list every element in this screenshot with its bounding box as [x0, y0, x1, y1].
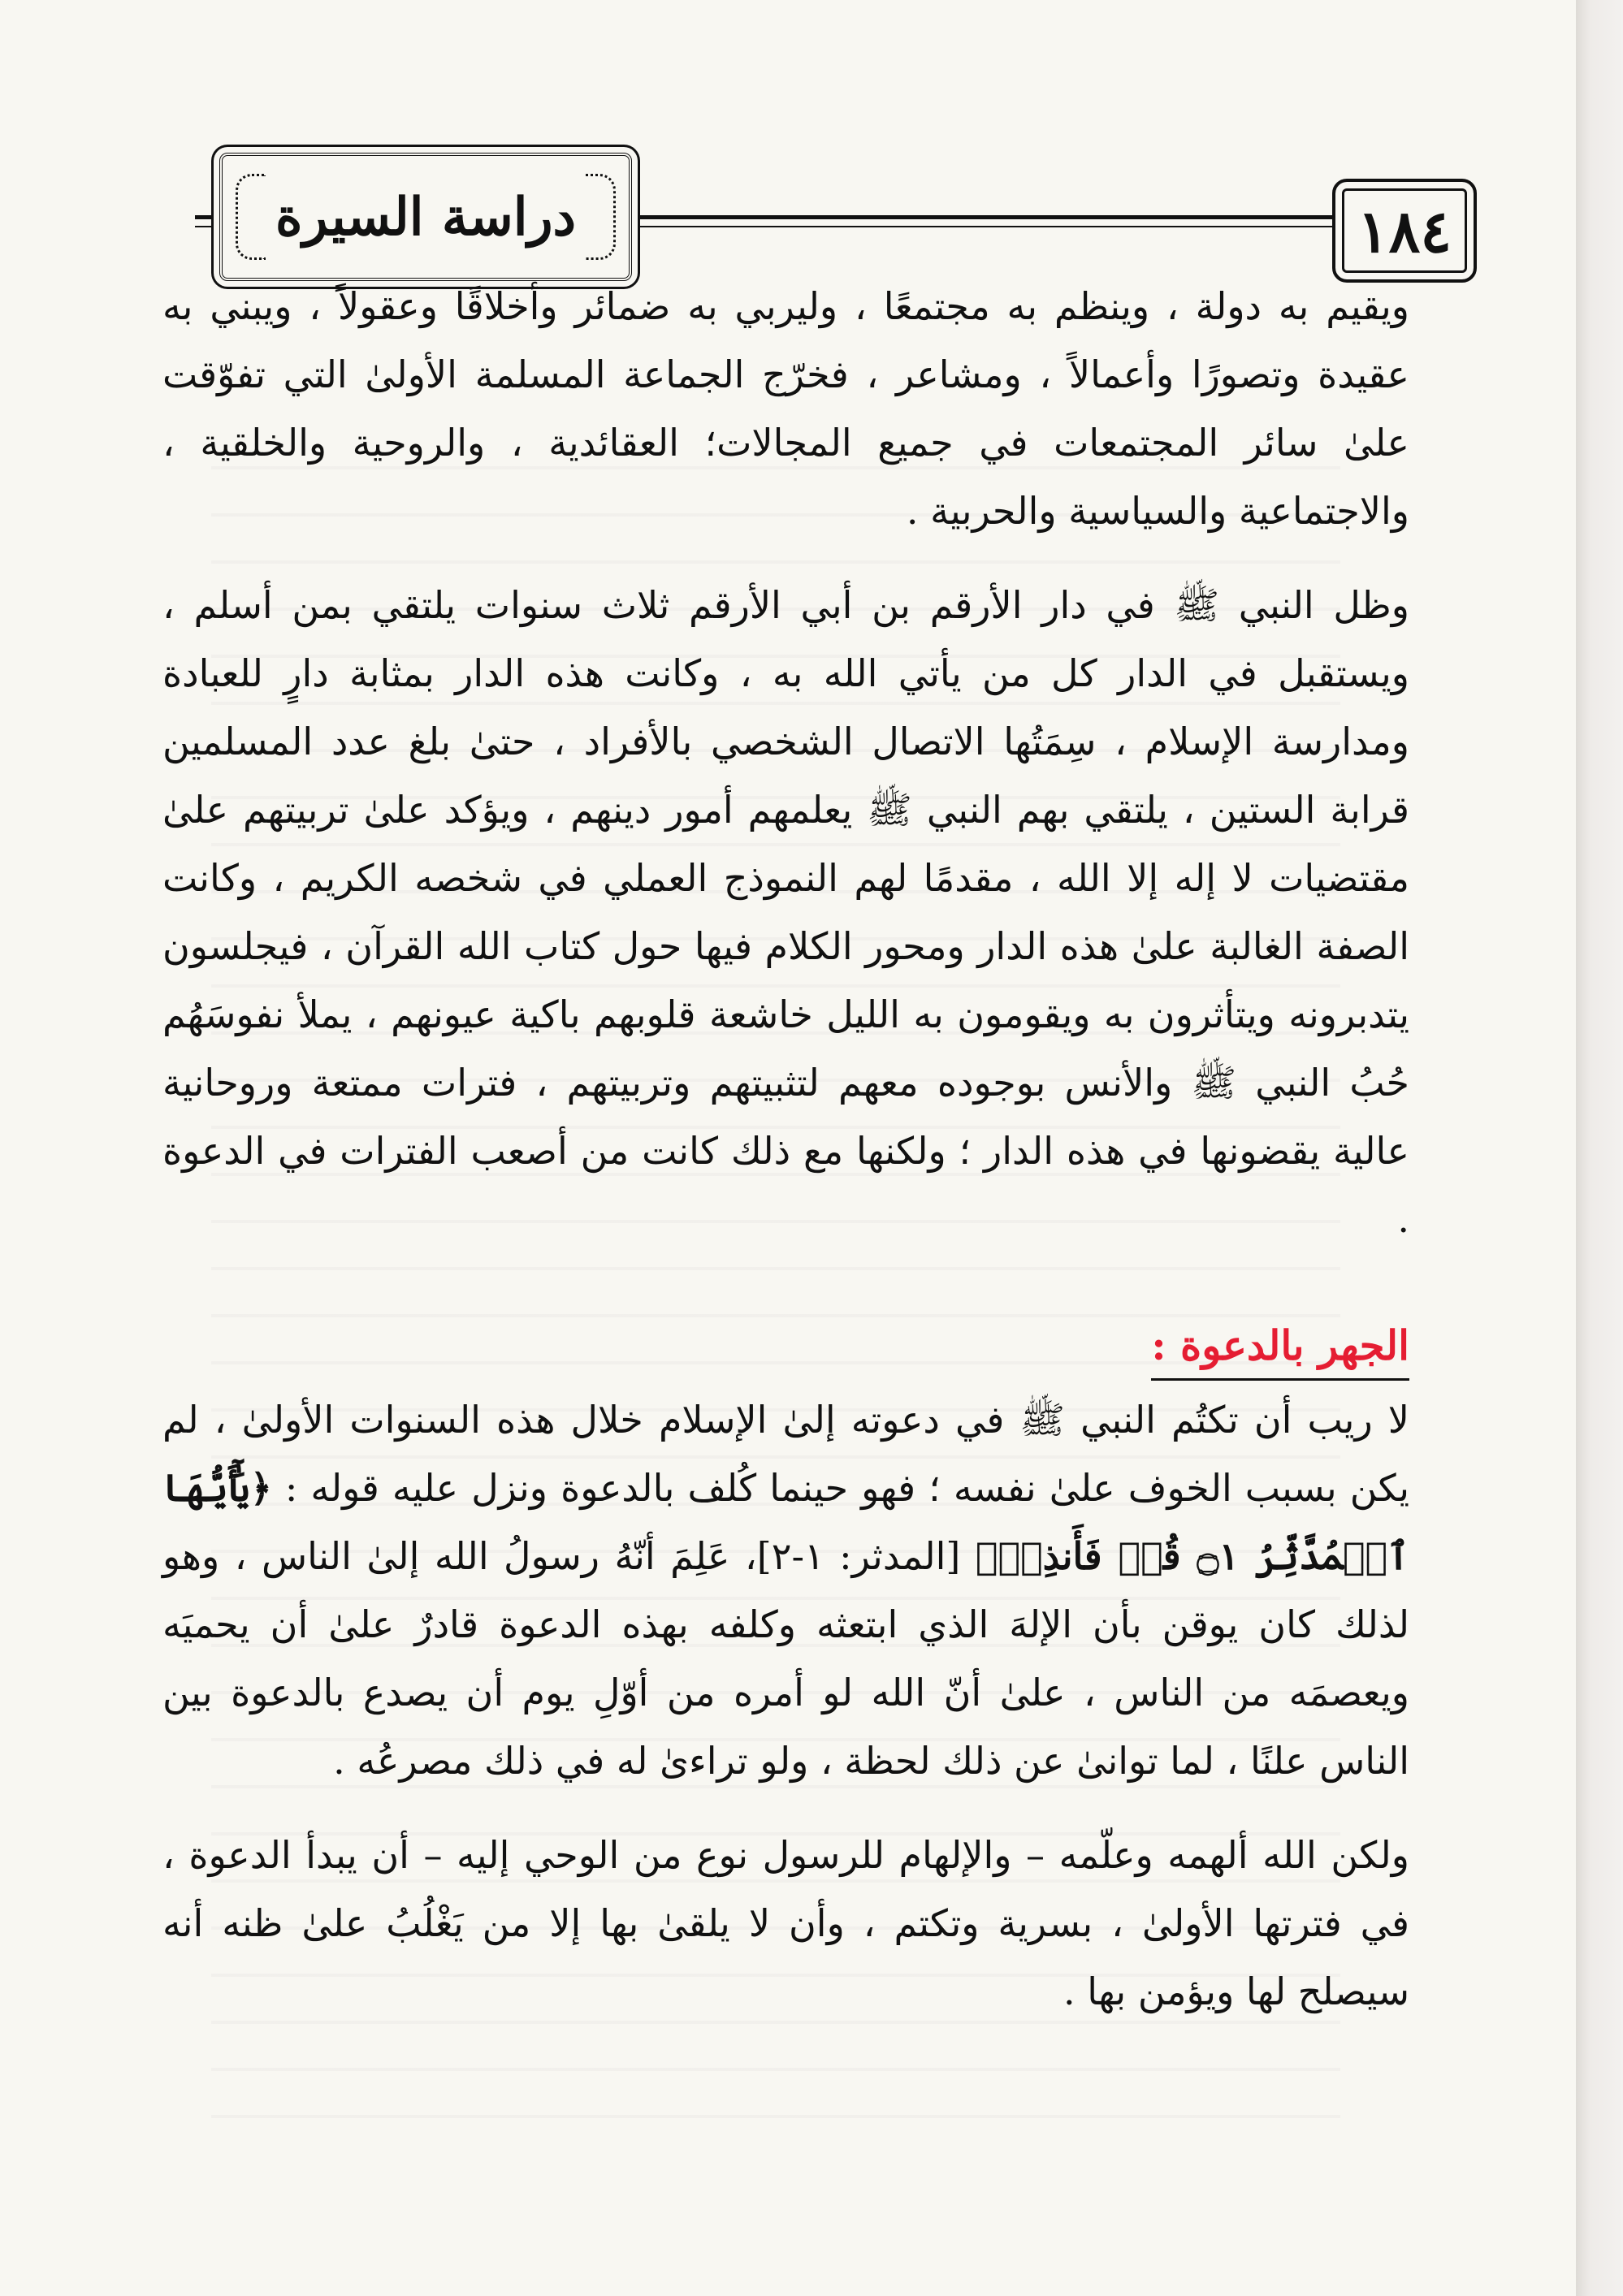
page-edge: [1576, 0, 1623, 2296]
paragraph-text: [المدثر: ١-٢]، عَلِمَ أنّهُ رسولُ الله إلىٰ الناس ، وهو لذلك كان يوقن بأن الإلهَ الذي ابتعثه وكلفه بهذه الدعوة قادرٌ علىٰ أن يحميَه ويعصمَه من الناس ، علىٰ أنّ الله لو أمره من أوّلِ يوم أن يصدع بالدعوة بين الناس علنًا ، لما توانىٰ عن ذلك لحظة ، ولو تراءىٰ له في ذلك مصرعُه .: [162, 1534, 1409, 1783]
body-paragraph: وظل النبي ﷺ في دار الأرقم بن أبي الأرقم ثلاث سنوات يلتقي بمن أسلم ، ويستقبل في الدار كل من يأتي الله به ، وكانت هذه الدار بمثابة دارٍ للعبادة ومدارسة الإسلام ، سِمَتُها الاتصال الشخصي بالأفراد ، حتىٰ بلغ عدد المسلمين قرابة الستين ، يلتقي بهم النبي ﷺ يعلمهم أمور دينهم ، ويؤكد علىٰ تربيتهم علىٰ مقتضيات لا إله إلا الله ، مقدمًا لهم النموذج العملي في شخصه الكريم ، وكانت الصفة الغالبة علىٰ هذه الدار ومحور الكلام فيها حول كتاب الله القرآن ، فيجلسون يتدبرونه ويتأثرون به ويقومون به الليل خاشعة قلوبهم باكية عيونهم ، يملأ نفوسَهُم حُبُ النبي ﷺ والأنس بوجوده معهم لتثبيتهم وتربيتهم ، فترات ممتعة وروحانية عالية يقضونها في هذه الدار ؛ ولكنها مع ذلك كانت من أصعب الفترات في الدعوة .: [162, 583, 1409, 1241]
book-title-ornament: [219, 153, 632, 281]
page-number-ornament: [1332, 179, 1477, 283]
body-paragraph: ويقيم به دولة ، وينظم به مجتمعًا ، وليربي به ضمائر وأخلاقًا وعقولاً ، ويبني به عقيدة وتصورًا وأعمالاً ، ومشاعر ، فخرّج الجماعة المسلمة الأولىٰ التي تفوّقت علىٰ سائر المجتمعات في جميع المجالات؛ العقائدية ، والروحية والخلقية ، والاجتماعية والسياسية والحربية .: [162, 284, 1409, 533]
quran-quote: ﴿يَٰٓأَيُّهَا ٱلۡمُدَّثِّرُ ۝١ قُمۡ فَأَنذِرۡ﴾: [162, 1466, 1409, 1578]
paragraph-text: ولكن الله ألهمه وعلّمه – والإلهام للرسول نوع من الوحي إليه – أن يبدأ الدعوة ، في فترتها الأولىٰ ، بسرية وتكتم ، وأن لا يلقىٰ بها إلا من يَغْلُبُ علىٰ ظنه أنه سيصلح لها ويؤمن بها .: [162, 1833, 1409, 2013]
body-paragraph: [162, 1821, 1409, 2026]
book-title: دراسة السيرة: [275, 186, 576, 248]
section-heading: الجهر بالدعوة :: [1151, 1317, 1409, 1381]
paragraph-text: لا ريب أن تكتُم النبي ﷺ في دعوته إلىٰ الإسلام خلال هذه السنوات الأولىٰ ، لم يكن بسبب الخوف علىٰ نفسه ؛ فهو حينما كُلف بالدعوة ونزل عليه قوله :: [162, 1398, 1409, 1510]
page-body: [162, 272, 1409, 2026]
page-number: ١٨٤: [1357, 196, 1452, 266]
body-paragraph: [162, 1386, 1409, 1795]
